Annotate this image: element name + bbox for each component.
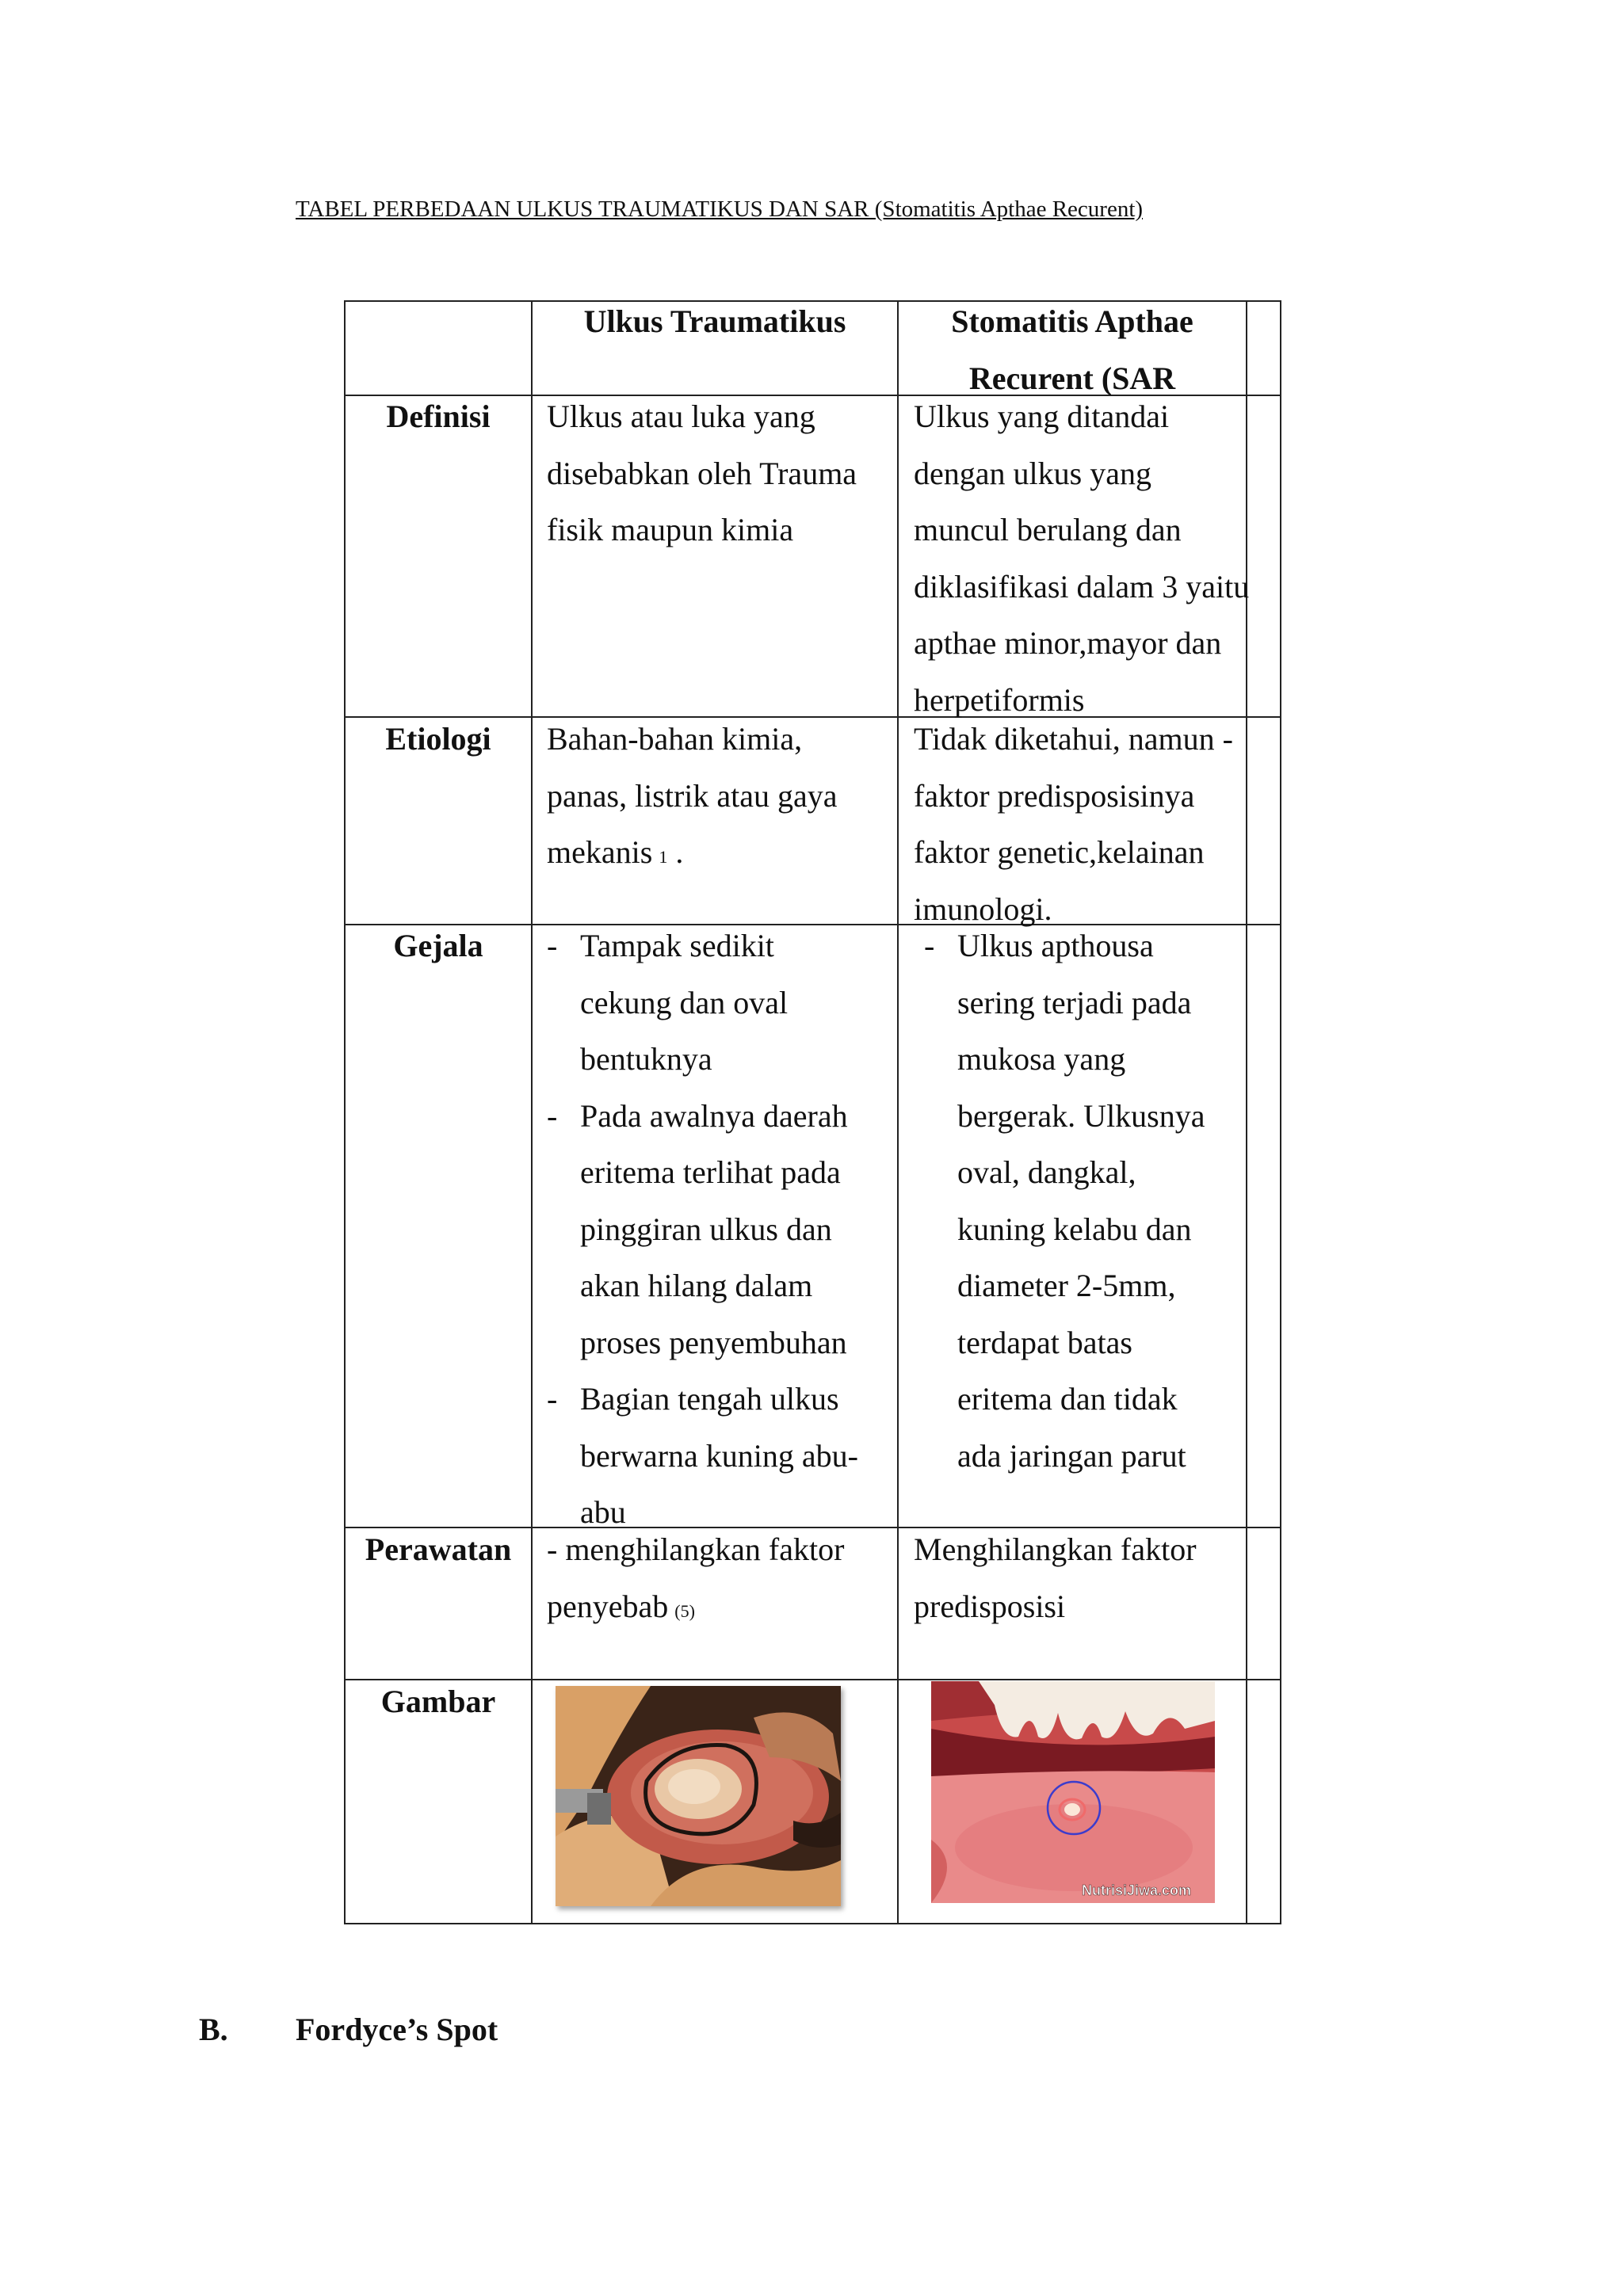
bullet-dash: - [547,1381,558,1417]
row-label-definisi [346,388,531,445]
cell-line: cekung dan oval [580,984,789,1020]
cell-line: dengan ulkus yang [914,455,1151,491]
cell-line: predisposisi [914,1588,1066,1624]
bullet-item [547,1371,896,1541]
cell-line: diklasifikasi dalam 3 yaitu [914,568,1250,605]
cell-text: mekanis [547,834,653,870]
cell-line: Pada awalnya daerah [580,1097,848,1134]
cell-line: imunologi. [914,891,1052,927]
cell-line: disebabkan oleh Trauma [547,455,857,491]
row-label-text: Etiologi [385,721,491,757]
cell-line: fisik maupun kimia [547,512,794,547]
cell-line: proses penyembuhan [580,1324,847,1360]
bullet-item [924,917,1241,1484]
cell-line: bergerak. Ulkusnya [957,1097,1205,1134]
cell-line: panas, listrik atau gaya [547,777,838,814]
table-border [531,300,533,1924]
header-text: Ulkus Traumatikus [583,303,846,339]
cell-line: apthae minor,mayor dan [914,625,1222,661]
gejala-ulkus-traumatikus [547,917,896,1541]
definisi-sar [914,388,1286,728]
bullet-dash: - [924,928,935,963]
traumatic-ulcer-photo [556,1686,841,1906]
row-label-text: Perawatan [365,1531,512,1567]
cell-line: Ulkus apthousa [957,928,1154,963]
cell-text: . [675,834,684,870]
cell-line: akan hilang dalam [580,1268,813,1303]
cell-line: Ulkus atau luka yang [547,399,815,434]
etiologi-sar [914,711,1286,937]
cell-line: Tidak diketahui, namun - [914,721,1233,757]
cell-line: berwarna kuning abu- [580,1437,858,1474]
row-label-perawatan [346,1521,531,1578]
sar-photo [931,1681,1215,1903]
perawatan-ulkus-traumatikus [547,1521,896,1634]
bullet-dash: - [547,928,558,963]
header-text: Recurent (SAR [968,360,1176,396]
cell-line: faktor predisposisinya [914,777,1195,814]
cell-line [547,1578,896,1635]
traumatic-ulcer-image [556,1686,841,1906]
bullet-item [547,1088,896,1371]
table-caption: TABEL PERBEDAAN ULKUS TRAUMATIKUS DAN SAR (Stomatitis Apthae Recurent) [296,196,1144,222]
row-label-text: Gejala [393,928,483,963]
watermark-text: NutrisiJiwa.com [1082,1882,1192,1898]
row-label-gejala [346,917,531,974]
cell-line: mukosa yang [957,1041,1126,1077]
cell-line: faktor genetic,kelainan [914,834,1205,870]
cell-line: Bahan-bahan kimia, [547,721,803,757]
cell-line: terdapat batas [957,1324,1132,1360]
cell-line: Menghilangkan faktor [914,1531,1197,1567]
definisi-ulkus-traumatikus [547,388,896,559]
cell-line: eritema dan tidak [957,1381,1178,1417]
cell-line: eritema terlihat pada [580,1154,841,1190]
perawatan-sar [914,1521,1247,1634]
table-border [344,1923,1281,1924]
sar-image [931,1681,1215,1903]
bullet-item [547,917,896,1088]
gejala-sar [924,917,1241,1484]
cell-line: ada jaringan parut [957,1437,1186,1474]
row-label-etiologi [346,711,531,768]
reference-marker: (5) [674,1600,695,1621]
cell-line: pinggiran ulkus dan [580,1211,832,1247]
cell-line: kuning kelabu dan [957,1211,1192,1247]
header-text: Stomatitis Apthae [951,303,1193,339]
cell-line [547,824,896,881]
row-label-gambar [346,1673,531,1730]
cell-line: Ulkus yang ditandai [914,399,1170,434]
section-title: Fordyce’s Spot [296,2012,498,2047]
reference-marker: 1 [659,847,668,867]
etiologi-ulkus-traumatikus [547,711,896,881]
table-border [897,300,899,1924]
row-label-text: Gambar [380,1684,496,1719]
cell-line: Bagian tengah ulkus [580,1381,839,1417]
cell-line: abu [580,1494,626,1530]
cell-line: - menghilangkan faktor [547,1531,845,1567]
cell-text: penyebab [547,1588,669,1624]
row-label-text: Definisi [386,399,491,434]
cell-line: herpetiformis [914,681,1085,718]
header-ulkus-traumatikus [533,293,897,350]
cell-line: Tampak sedikit [580,928,774,963]
bullet-dash: - [547,1097,558,1134]
cell-line: diameter 2-5mm, [957,1268,1176,1303]
cell-line: oval, dangkal, [957,1154,1136,1190]
cell-line: sering terjadi pada [957,984,1192,1020]
cell-line: muncul berulang dan [914,512,1182,547]
cell-line: bentuknya [580,1041,712,1077]
section-number: B. [199,2012,228,2047]
